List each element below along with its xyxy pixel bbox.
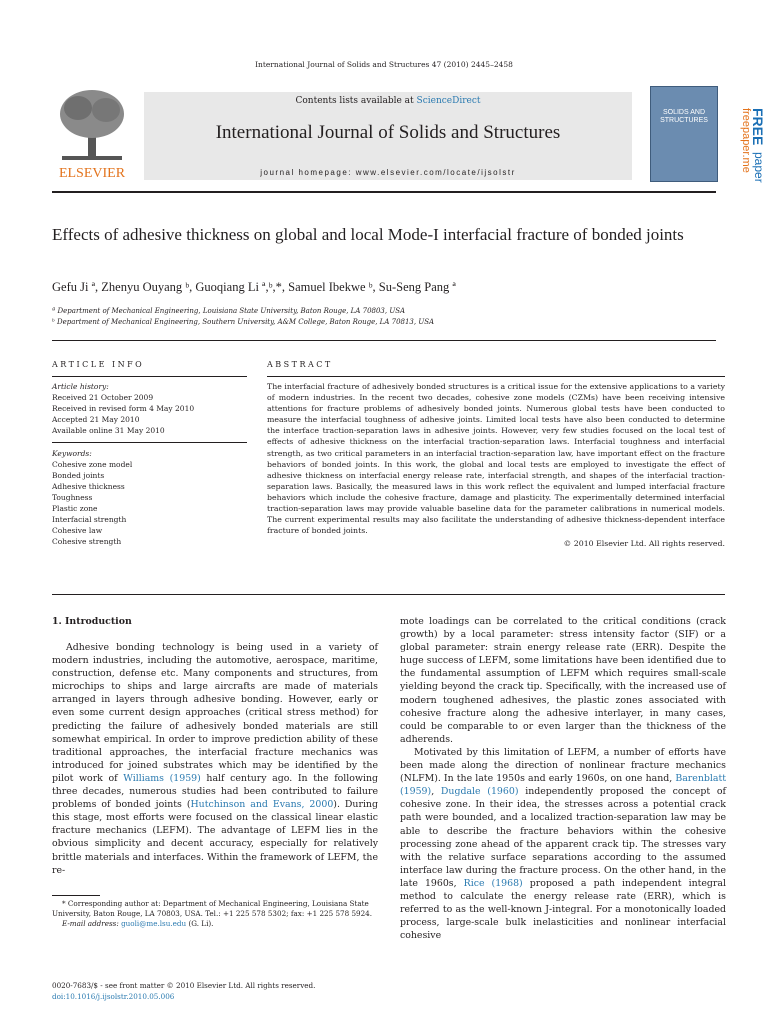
history-item: Received 21 October 2009: [52, 393, 154, 402]
keyword: Cohesive zone model: [52, 460, 133, 469]
badge-site: freepaper.me: [740, 108, 752, 173]
abstract-end-rule: [52, 594, 725, 595]
journal-title: International Journal of Solids and Structures: [215, 122, 561, 143]
ref-williams-link[interactable]: Williams (1959): [123, 772, 201, 784]
left-column: [52, 641, 378, 877]
keyword: Plastic zone: [52, 504, 98, 513]
abstract-body: [267, 381, 725, 549]
journal-cover: [650, 86, 718, 182]
ref-barenblatt-link[interactable]: Barenblatt (1959): [400, 773, 726, 798]
ref-rice-link[interactable]: Rice (1968): [463, 877, 523, 889]
keywords-label: Keywords:: [52, 449, 92, 458]
email-suffix: (G. Li).: [186, 919, 214, 928]
abstract-copyright: © 2010 Elsevier Ltd. All rights reserved.: [563, 539, 725, 549]
email-link[interactable]: guoli@me.lsu.edu: [121, 919, 187, 928]
abstract-text: The interfacial fracture of adhesively bonded structures is a critical issue for the extensive applications to a variety of modern industries. In the recent two decades, cohesive zone models (CZMs) have been receiving intensive attentions for fracture problems of adhesively bonded joints. Numerous global tests have been conducted to measure the interfacial toughness of adhesive joints. Limited local tests have also been conducted to determine the interface traction-separation laws in adhesive joints. However, very few studies focused on the local test of effects of adhesive thickness on the interfacial traction-separation laws. Interfacial toughness and interfacial strength, as two critical parameters in an interfacial traction-separation law, have important effect on the fracture behaviors of bonded joints. In this work, the global and local tests are employed to investigate the effect of adhesive thickness on interfacial energy release rate, interfacial strength, and shapes of the interfacial traction-separation laws. Basically, the measured laws in this work reflect the equivalent and lumped interfacial fracture behaviors which include the cohesive fracture, damage and plasticity. The experimentally determined interfacial traction-separation laws may provide valuable baseline data for the parameter calibrations in numerical models. The current experimental results may also facilitate the understanding of adhesive thickness-dependent interface fracture of bonded joints.: [267, 382, 725, 536]
article-info-heading: ARTICLE INFO: [52, 360, 145, 369]
intro-text: half century ago. In the following three decades, numerous studies had been contributed to failure problems of bonded joints (: [52, 772, 379, 811]
affiliation-b: ᵇ Department of Mechanical Engineering, Southern University, A&M College, Baton Rouge, LA 70813, USA: [52, 318, 435, 326]
right-column: [400, 615, 726, 942]
email-line: [52, 919, 378, 929]
tree-icon: [52, 84, 132, 164]
keyword: Toughness: [52, 493, 93, 502]
abstract-rule: [267, 376, 725, 377]
sciencedirect-link[interactable]: ScienceDirect: [416, 96, 481, 106]
intro-text: Adhesive bonding technology is being used in a variety of modern industries, including the automotive, aerospace, maritime, construction, defense etc. Many components and structures, from microchips to ships and large aircrafts are made of materials arranged in layers through adhesive bonding. However, early or even some current design approaches (critical stress method) for predicting the failure of adhesively bonded materials are still somewhat empirical. In order to improve prediction ability of these traditional approaches, the interfacial fracture mechanics was introduced for joined substrates which may be identified by the pilot work of: [52, 642, 378, 784]
keyword: Cohesive strength: [52, 537, 122, 546]
contents-prefix: Contents lists available at: [295, 96, 417, 106]
header-rule: [52, 191, 716, 193]
email-label: E-mail address:: [62, 919, 122, 928]
article-info-rule: [52, 376, 247, 377]
author-list: Gefu Ji ª, Zhenyu Ouyang ᵇ, Guoqiang Li ª,ᵇ,*, Samuel Ibekwe ᵇ, Su-Seng Pang ª: [52, 280, 456, 294]
keyword: Interfacial strength: [52, 515, 127, 524]
intro-paragraph: [400, 746, 726, 942]
ref-hutchinson-link[interactable]: Hutchinson and Evans, 2000: [190, 799, 334, 811]
freepaper-badge[interactable]: [736, 108, 766, 238]
intro-paragraph: [52, 641, 378, 877]
cover-title: SOLIDS AND STRUCTURES: [660, 109, 708, 124]
history-item: Received in revised form 4 May 2010: [52, 404, 195, 413]
keywords-rule: [52, 442, 247, 443]
badge-paper: paper: [752, 152, 766, 183]
keyword: Cohesive law: [52, 526, 103, 535]
intro-text: ). During this stage, most efforts were focused on the classical linear elastic fracture mechanics (LEFM). The advantage of LEFM lies in the obvious simplicity and decent accuracy, especially for relatively brittle materials and interfaces. Within the framework of LEFM, the re-: [52, 799, 378, 876]
intro-paragraph: mote loadings can be correlated to the critical conditions (crack growth) by a local parameter: stress intensity factor (SIF) or a global parameter: strain energy release rate (ERR). Despite the huge success of LEFM, some limitations have been identified due to the fundamental assumption of LEFM which requires small-scale yielding beyond the crack tip. Specifically, with the increased use of modern toughened adhesives, the plastic zones associated with cohesive fracture along the adhesive interlayer, in many cases, could be comparable to or even larger than the thickness of the adherends.: [400, 616, 726, 745]
intro-text: proposed a path independent integral method to calculate the energy release rate (ERR), which is referred to as the well-known J-integral. For a monotonically loaded process, large-scale bulk inelasticities and nonlinear interfacial cohesive: [400, 877, 726, 942]
intro-text: Motivated by this limitation of LEFM, a number of efforts have been made along the direction of nonlinear fracture mechanics (NLFM). In the late 1950s and early 1960s, on one hand,: [400, 746, 726, 785]
article-title: Effects of adhesive thickness on global and local Mode-I interfacial fracture of bonded joints: [52, 225, 684, 244]
affiliation-a: ª Department of Mechanical Engineering, Louisiana State University, Baton Rouge, LA 70803, USA: [52, 307, 406, 315]
footnote: [52, 899, 378, 929]
elsevier-wordmark: ELSEVIER: [58, 166, 126, 181]
intro-heading: 1. Introduction: [52, 616, 132, 627]
ref-dugdale-link[interactable]: Dugdale (1960): [440, 786, 519, 798]
badge-free: FREE: [750, 108, 766, 146]
footnote-rule: [52, 895, 100, 896]
corresponding-author: * Corresponding author at: Department of Mechanical Engineering, Louisiana State University, Baton Rouge, LA 70803, USA. Tel.: +1 225 578 5302; fax: +1 225 578 5924.: [52, 899, 373, 918]
abstract-heading: ABSTRACT: [267, 360, 333, 369]
intro-text: ,: [431, 786, 441, 798]
history-item: Available online 31 May 2010: [52, 426, 165, 435]
issn-line: 0020-7683/$ - see front matter © 2010 Elsevier Ltd. All rights reserved.: [52, 981, 316, 990]
doi-link[interactable]: doi:10.1016/j.ijsolstr.2010.05.006: [52, 992, 175, 1001]
keyword: Bonded joints: [52, 471, 105, 480]
contents-line: [144, 96, 632, 106]
keyword: Adhesive thickness: [52, 482, 125, 491]
affiliation-rule: [52, 340, 716, 341]
history-label: Article history:: [52, 382, 109, 391]
intro-text: independently proposed the concept of cohesive zone. In their idea, the stresses across a potential crack path were bounded, and a localized traction-separation law may be able to describe the fracture behaviors within the cohesive processing zone ahead of the apparent crack tip. The stresses vary with the relative surface separations according to the assumed interface law during the fracture process. On the other hand, in the late 1960s,: [400, 786, 726, 889]
journal-homepage[interactable]: journal homepage: www.elsevier.com/locate/ijsolstr: [260, 168, 516, 177]
history-item: Accepted 21 May 2010: [52, 415, 140, 424]
running-header: International Journal of Solids and Structures 47 (2010) 2445–2458: [255, 60, 513, 69]
article-info: [52, 381, 247, 547]
